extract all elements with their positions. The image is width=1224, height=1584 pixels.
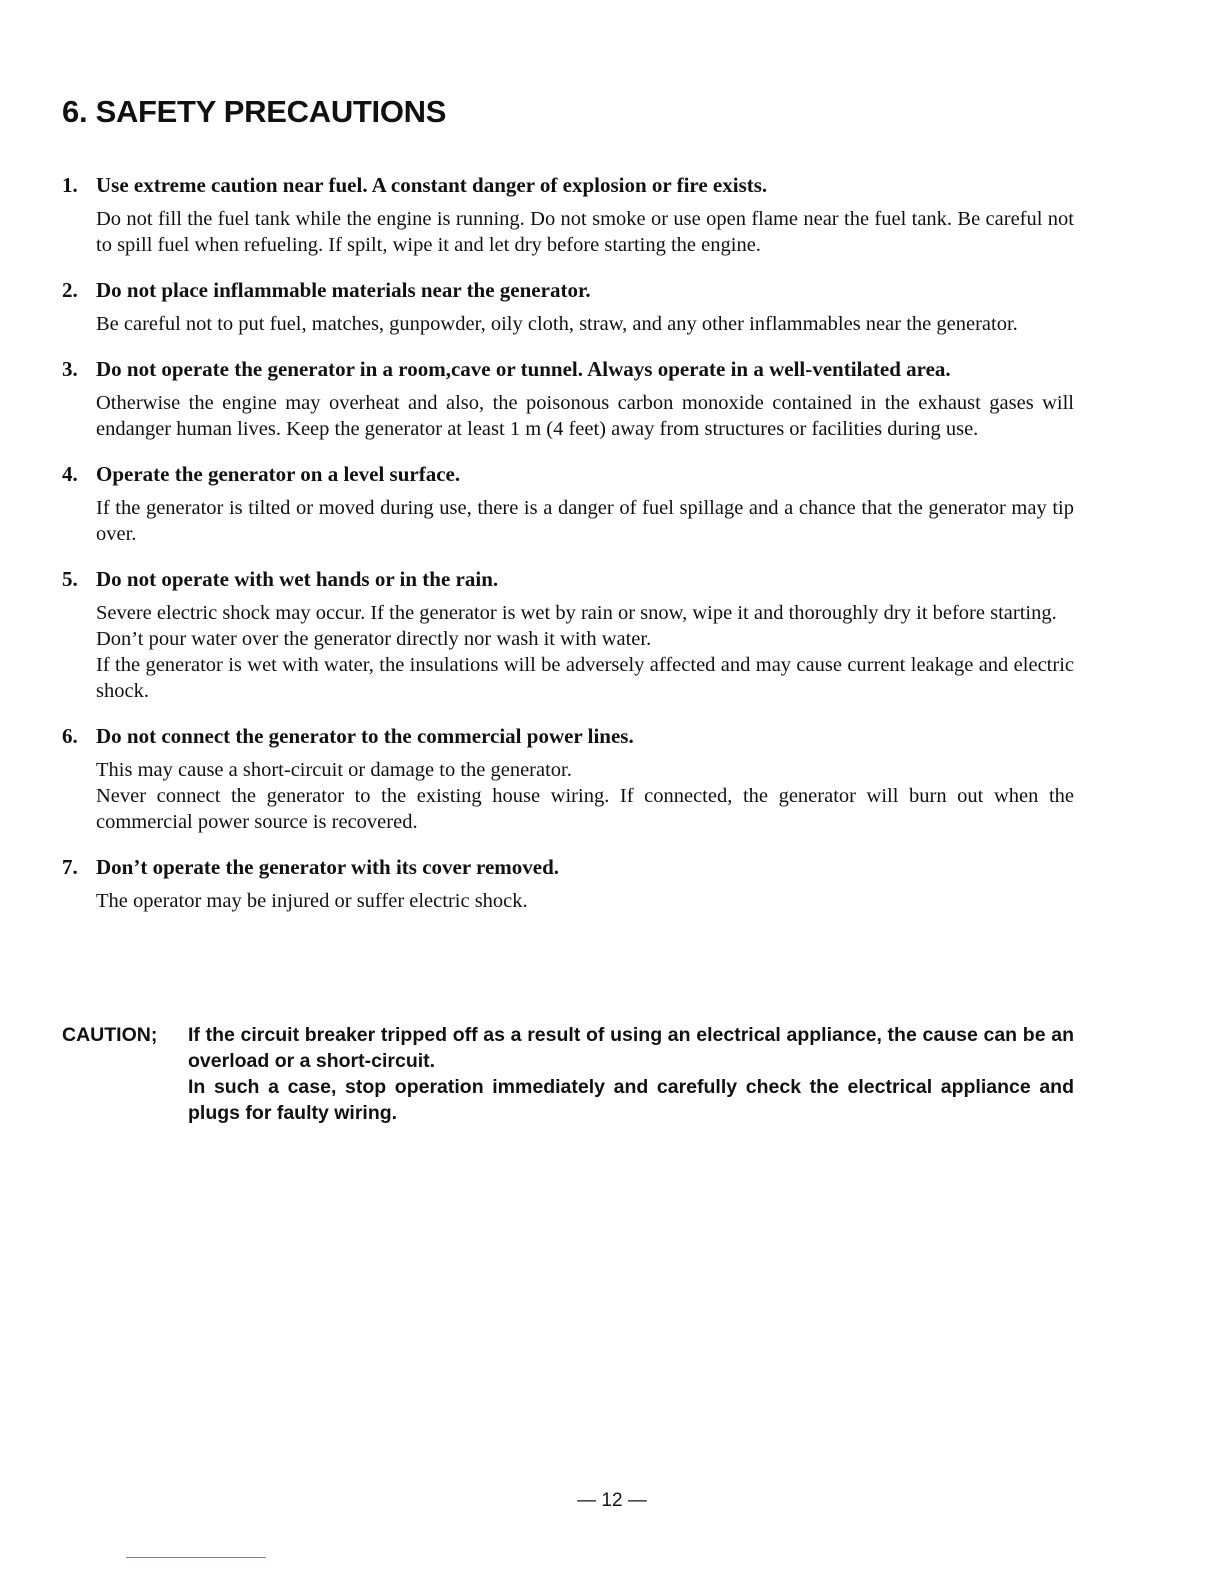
footer-divider	[126, 1557, 266, 1558]
item-paragraph: Severe electric shock may occur. If the generator is wet by rain or snow, wipe it and thoroughly dry it before starting.	[96, 602, 1057, 624]
item-number: 3.	[62, 357, 78, 381]
item-heading: Do not operate the generator in a room,cave or tunnel. Always operate in a well-ventilated area.	[96, 357, 951, 381]
precaution-item	[62, 852, 1074, 914]
item-heading: Do not connect the generator to the commercial power lines.	[96, 724, 634, 748]
page-title: 6. SAFETY PRECAUTIONS	[62, 94, 447, 129]
item-paragraph: Be careful not to put fuel, matches, gunpowder, oily cloth, straw, and any other inflammables near the generator.	[96, 313, 1018, 335]
item-paragraph: This may cause a short-circuit or damage to the generator.	[96, 759, 572, 781]
item-heading: Do not place inflammable materials near the generator.	[96, 278, 591, 302]
item-paragraph: Don’t pour water over the generator directly nor wash it with water.	[96, 628, 652, 650]
item-number: 7.	[62, 855, 78, 879]
precaution-item	[62, 564, 1074, 704]
precaution-item	[62, 354, 1074, 442]
precaution-item	[62, 275, 1074, 337]
item-heading: Don’t operate the generator with its cover removed.	[96, 855, 560, 879]
precautions-list	[62, 170, 1074, 914]
item-number: 2.	[62, 278, 78, 302]
caution-text	[188, 1022, 1074, 1126]
item-paragraph: If the generator is wet with water, the insulations will be adversely affected and may cause current leakage and electric shock.	[96, 654, 1074, 702]
precaution-item	[62, 170, 1074, 258]
caution-label: CAUTION;	[62, 1024, 158, 1046]
item-paragraph: If the generator is tilted or moved during use, there is a danger of fuel spillage and a chance that the generator may tip over.	[96, 497, 1074, 545]
item-number: 1.	[62, 173, 78, 197]
item-paragraph: Otherwise the engine may overheat and also, the poisonous carbon monoxide contained in the exhaust gases will endanger human lives. Keep the generator at least 1 m (4 feet) away from structures or facilities during use.	[96, 392, 1074, 440]
page-number: — 12 —	[577, 1490, 647, 1511]
precaution-item	[62, 459, 1074, 547]
item-paragraph: Never connect the generator to the existing house wiring. If connected, the generator will burn out when the commercial power source is recovered.	[96, 785, 1074, 833]
item-number: 4.	[62, 462, 78, 486]
item-body	[96, 311, 1074, 337]
caution-note	[62, 1022, 1074, 1126]
item-number: 6.	[62, 724, 78, 748]
item-paragraph: Do not fill the fuel tank while the engine is running. Do not smoke or use open flame near the fuel tank. Be careful not to spill fuel when refueling. If spilt, wipe it and let dry before starting the engine.	[96, 208, 1074, 256]
item-body	[96, 206, 1074, 258]
item-body	[96, 390, 1074, 442]
item-heading: Do not operate with wet hands or in the rain.	[96, 567, 499, 591]
item-number: 5.	[62, 567, 78, 591]
item-body	[96, 757, 1074, 835]
caution-line: If the circuit breaker tripped off as a result of using an electrical appliance, the cause can be an overload or a short-circuit.	[188, 1024, 1074, 1072]
item-heading: Operate the generator on a level surface.	[96, 462, 461, 486]
precaution-item	[62, 721, 1074, 835]
caution-line: In such a case, stop operation immediately and carefully check the electrical appliance and plugs for faulty wiring.	[188, 1076, 1074, 1124]
item-body	[96, 495, 1074, 547]
item-paragraph: The operator may be injured or suffer electric shock.	[96, 890, 528, 912]
item-body	[96, 600, 1074, 704]
item-body	[96, 888, 1074, 914]
item-heading: Use extreme caution near fuel. A constant danger of explosion or fire exists.	[96, 173, 768, 197]
